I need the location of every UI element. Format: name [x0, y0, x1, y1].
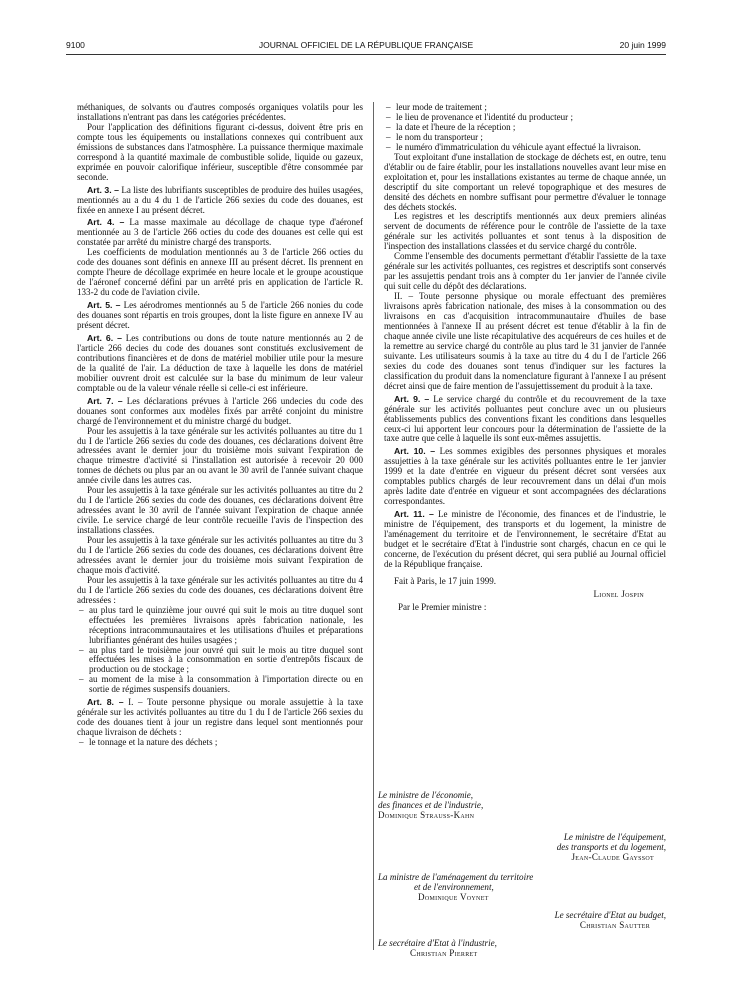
signatory-name: Jean-Claude Gayssot: [571, 852, 654, 862]
header-rule: [66, 54, 666, 55]
paragraph: Pour les assujettis à la taxe générale sur les activités polluantes au titre du 3 du I de l'article 266 sexies du code des douanes, ces déclarations doivent être adressées avant le dernier jour du troisième mois suivant l'expiration de chaque mois d'activité.: [77, 535, 363, 575]
list-item: – au plus tard le troisième jour ouvré qui suit le mois au titre duquel sont effectuées les mises à la consommation en sortie d'entrepôts fiscaux de production ou de stockage ;: [77, 646, 363, 676]
article-label: Art. 5. –: [87, 300, 121, 311]
right-column: [384, 103, 666, 612]
list-item: – le tonnage et la nature des déchets ;: [77, 738, 363, 748]
left-column: [77, 103, 363, 748]
article-text: Le service chargé du contrôle et du recouvrement de la taxe générale sur les activités polluantes peut conclure avec un ou plusieurs établissements publics des conventions fixant les conditions dans lesquelles ceux-ci lui apportent leur concours pour la détermination de l'assiette de la taxe autre que celle à laquelle ils sont eux-mêmes assujettis.: [384, 393, 667, 444]
article-text: I. – Toute personne physique ou morale assujettie à la taxe générale sur les activités polluantes au titre du 1 du I de l'article 266 sexies du code des douanes tient à jour un registre dans lequel sont mentionnés pour chaque livraison de déchets :: [77, 697, 363, 738]
article-text: La masse maximale au décollage de chaque type d'aéronef mentionnée au 3 de l'article 266 octies du code des douanes est celle qui est constatée par arrêté du ministre chargé des transports.: [77, 217, 363, 248]
list-item: – au moment de la mise à la consommation à l'importation directe ou en sortie de régimes suspensifs douaniers.: [77, 675, 363, 695]
paragraph: Pour l'application des définitions figurant ci-dessus, doivent être pris en compte tous les équipements ou installations connexes qui contribuent aux émissions de substances dans l'atmosphère. La puissance thermique maximale correspond à la quantité maximale de combustible solide, liquide ou gazeux, exprimée en pouvoir calorifique inférieur, susceptible d'être consommée par seconde.: [77, 121, 363, 182]
article-label: Art. 6. –: [87, 332, 122, 343]
signature-title: et de l'environnement,: [414, 882, 494, 892]
signature-title: Le secrétaire d'Etat au budget,: [554, 910, 666, 920]
paragraph: Pour les assujettis à la taxe générale sur les activités polluantes au titre du 4 du I de l'article 266 sexies du code des douanes, ces déclarations doivent être adressées :: [77, 574, 363, 605]
article-label: Art. 7. –: [87, 395, 123, 406]
article-6: [77, 334, 363, 394]
list: [77, 606, 363, 696]
article-text: Le ministre de l'économie, des finances et de l'industrie, le ministre de l'équipement, des transports et du logement, la ministre de l'aménagement du territoire et de l'environnement, le secrétaire d'Etat au budget et le secrétaire d'Etat à l'industrie sont chargés, chacun en ce qui le concerne, de l'exécution du présent décret, qui sera publié au Journal officiel de la République française.: [384, 509, 666, 569]
signature-title: Le ministre de l'économie,: [378, 790, 474, 800]
page-number: 9100: [66, 40, 85, 50]
page-header: [66, 40, 666, 54]
done-at: Fait à Paris, le 17 juin 1999.: [394, 575, 497, 586]
article-text: Les aérodromes mentionnés au 5 de l'article 266 nonies du code des douanes sont répartis en trois groupes, dont la liste figure en annexe IV au présent décret.: [77, 300, 363, 331]
article-label: Art. 3. –: [87, 184, 119, 195]
article-label: Art. 8. –: [87, 697, 124, 708]
paragraph: méthaniques, de solvants ou d'autres composés organiques volatils pour les installations n'entrant pas dans les catégories précédentes.: [77, 102, 363, 122]
list-item: – le lieu de provenance et l'identité du producteur ;: [384, 113, 666, 123]
article-label: Art. 9. –: [394, 393, 430, 404]
article-label: Art. 11. –: [394, 509, 434, 520]
column-separator: [373, 102, 374, 950]
signature-title: La ministre de l'aménagement du territoire: [378, 872, 534, 882]
signature-title: Le ministre de l'équipement,: [563, 832, 666, 842]
article-4: [77, 218, 363, 248]
article-7: [77, 397, 363, 427]
signatory-name: Dominique Voynet: [418, 892, 489, 902]
prime-minister-intro: Par le Premier ministre :: [398, 601, 487, 612]
signatory-name: Christian Pierret: [410, 948, 478, 958]
article-label: Art. 4. –: [87, 217, 125, 228]
paragraph: Pour les assujettis à la taxe générale sur les activités polluantes au titre du 1 du I de l'article 266 sexies du code des douanes, ces déclarations doivent être adressées avant le dernier jour du troisième mois suivant l'expiration de chaque trimestre d'activité si l'installation est autorisée à recevoir 20 000 tonnes de déchets ou plus par an ou avant le 30 avril de l'année suivant chaque année civile dans les autres cas.: [77, 425, 363, 486]
prime-minister-name: Lionel Jospin: [593, 588, 644, 599]
paragraph: Les coefficients de modulation mentionnés au 3 de l'article 266 octies du code des douanes sont définis en annexe III au présent décret. Ils prennent en compte l'heure de décollage exprimée en heure locale et le groupe acoustique de l'aéronef concerné défini par un arrêté pris en application de l'article R. 133-2 du code de l'aviation civile.: [77, 247, 363, 298]
list: [384, 103, 666, 153]
list-item: – le numéro d'immatriculation du véhicule ayant effectué la livraison.: [384, 143, 666, 153]
paragraph: Comme l'ensemble des documents permettant d'établir l'assiette de la taxe générale sur les activités polluantes, ces registres et descriptifs sont conservés par les assujettis pendant trois ans à compter du 1er janvier de l'année civile qui suit celle du dépôt des déclarations.: [384, 251, 666, 292]
paragraph: II. – Toute personne physique ou morale effectuant des premières livraisons après fabrication nationale, des mises à la consommation ou des livraisons en cas d'acquisition intracommunautaire d'huiles de base mentionnées à l'annexe II au présent décret est tenue d'établir à la fin de chaque année civile une liste récapitulative des acquéreurs de ces huiles et de la remettre au service chargé du contrôle au plus tard le 31 janvier de l'année suivante. Les utilisateurs soumis à la taxe au titre du 4 du I de l'article 266 sexies du code des douanes sont tenus d'indiquer sur les factures la classification du produit dans la nomenclature figurant à l'annexe I au présent décret ainsi que de faire mention de l'assujettissement du produit à la taxe.: [384, 291, 666, 391]
journal-title: JOURNAL OFFICIEL DE LA RÉPUBLIQUE FRANÇAISE: [258, 40, 474, 50]
list-item: – au plus tard le quinzième jour ouvré qui suit le mois au titre duquel sont effectuées les premières livraisons après fabrication nationale, les réceptions intracommunautaires et les utilisations d'huiles et préparations lubrifiantes générant des huiles usagées ;: [77, 606, 363, 646]
signature-title: des transports et du logement,: [556, 842, 666, 852]
list-item: – leur mode de traitement ;: [384, 103, 666, 113]
signature-title: des finances et de l'industrie,: [378, 800, 484, 810]
article-text: La liste des lubrifiants susceptibles de produire des huiles usagées, mentionnés au a du 4 du 1 de l'article 266 sexies du code des douanes, est fixée en annexe I au présent décret.: [77, 184, 363, 215]
list: [77, 738, 363, 748]
signatory-name: Christian Sautter: [579, 920, 650, 930]
article-9: [384, 395, 666, 445]
article-11: [384, 510, 666, 570]
issue-date: 20 juin 1999: [619, 40, 666, 50]
article-text: Les sommes exigibles des personnes physiques et morales assujetties à la taxe générale sur les activités polluantes entre le 1er janvier 1999 et la date d'entrée en vigueur du présent décret sont versées aux comptables publics chargés de leur recouvrement dans un délai d'un mois après ladite date d'entrée en vigueur et sont accompagnées des déclarations correspondantes.: [384, 446, 666, 507]
article-8: [77, 698, 363, 738]
signature-block: [384, 576, 666, 612]
article-text: Les contributions ou dons de toute nature mentionnés au 2 de l'article 266 decies du code des douanes sont constitués exclusivement de contributions financières et de dons de matériel mobilier utile pour la mesure de la qualité de l'air. La déduction de taxe à laquelle les dons de matériel mobilier ouvrent droit est calculée sur la base du minimum de leur valeur comptable ou de la valeur vénale réelle si celle-ci est inférieure.: [77, 332, 363, 393]
article-label: Art. 10. –: [394, 446, 436, 457]
signature-title: Le secrétaire d'Etat à l'industrie,: [378, 938, 497, 948]
signatures: [378, 790, 666, 958]
paragraph: Pour les assujettis à la taxe générale sur les activités polluantes au titre du 2 du I de l'article 266 sexies du code des douanes, ces déclarations doivent être adressées avant le 30 avril de l'année suivant l'expiration de chaque année civile. Le service chargé de leur contrôle recueille l'avis de l'inspection des installations classées.: [77, 485, 363, 536]
article-5: [77, 301, 363, 331]
paragraph: Tout exploitant d'une installation de stockage de déchets est, en outre, tenu d'établir ou de faire établir, pour les installations nouvelles avant leur mise en exploitation et, pour les installations existantes au terme de chaque année, un descriptif du site comportant un relevé topographique et des mesures de densité des déchets en nombre suffisant pour permettre d'évaluer le tonnage des déchets stockés.: [384, 151, 666, 212]
article-text: Les déclarations prévues à l'article 266 undecies du code des douanes sont conformes aux modèles fixés par arrêté conjoint du ministre chargé de l'environnement et du ministre chargé du budget.: [77, 395, 363, 426]
signatory-name: Dominique Strauss-Kahn: [378, 810, 475, 820]
article-3: [77, 186, 363, 216]
article-10: [384, 447, 666, 507]
paragraph: Les registres et les descriptifs mentionnés aux deux premiers alinéas servent de documents de référence pour le contrôle de l'assiette de la taxe générale sur les activités polluantes et sont tenus à la disposition de l'inspection des installations classées et du service chargé du contrôle.: [384, 211, 666, 252]
list-item: – le nom du transporteur ;: [384, 133, 666, 143]
list-item: – la date et l'heure de la réception ;: [384, 123, 666, 133]
